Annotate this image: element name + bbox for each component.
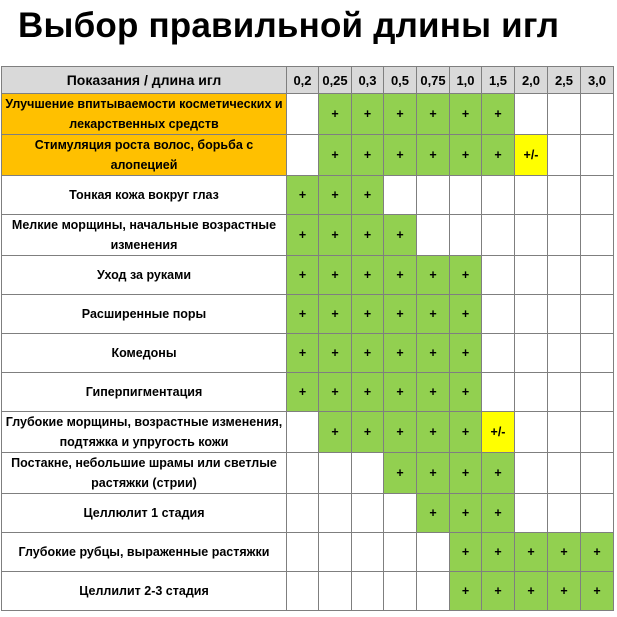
recommended-cell: + xyxy=(319,373,352,412)
recommended-cell: + xyxy=(450,334,482,373)
column-header: 0,5 xyxy=(384,67,417,94)
recommended-cell: + xyxy=(384,453,417,494)
empty-cell xyxy=(417,176,450,215)
empty-cell xyxy=(482,256,515,295)
recommended-cell: + xyxy=(450,135,482,176)
empty-cell xyxy=(548,94,581,135)
table-row xyxy=(2,215,614,256)
empty-cell xyxy=(417,533,450,572)
recommended-cell: + xyxy=(450,373,482,412)
empty-cell xyxy=(450,215,482,256)
recommended-cell: + xyxy=(450,94,482,135)
recommended-cell: + xyxy=(287,295,319,334)
empty-cell xyxy=(515,373,548,412)
recommended-cell: + xyxy=(482,135,515,176)
recommended-cell: + xyxy=(417,494,450,533)
empty-cell xyxy=(581,295,614,334)
table-row xyxy=(2,373,614,412)
empty-cell xyxy=(319,533,352,572)
column-header: 3,0 xyxy=(581,67,614,94)
recommended-cell: + xyxy=(384,135,417,176)
recommended-cell: + xyxy=(352,256,384,295)
indication-label: Постакне, небольшие шрамы или светлые растяжки (стрии) xyxy=(2,453,287,494)
table-row xyxy=(2,176,614,215)
recommended-cell: + xyxy=(417,295,450,334)
empty-cell xyxy=(417,572,450,611)
empty-cell xyxy=(548,453,581,494)
empty-cell xyxy=(581,176,614,215)
empty-cell xyxy=(287,453,319,494)
recommended-cell: + xyxy=(287,215,319,256)
empty-cell xyxy=(287,412,319,453)
recommended-cell: + xyxy=(319,295,352,334)
recommended-cell: + xyxy=(450,453,482,494)
empty-cell xyxy=(352,533,384,572)
recommended-cell: + xyxy=(384,94,417,135)
recommended-cell: + xyxy=(319,412,352,453)
recommended-cell: + xyxy=(417,453,450,494)
recommended-cell: + xyxy=(287,256,319,295)
empty-cell xyxy=(319,572,352,611)
header-row xyxy=(2,67,614,94)
recommended-cell: + xyxy=(482,94,515,135)
recommended-cell: + xyxy=(319,215,352,256)
recommended-cell: + xyxy=(384,295,417,334)
indication-label: Расширенные поры xyxy=(2,295,287,334)
empty-cell xyxy=(482,295,515,334)
empty-cell xyxy=(581,453,614,494)
table-row xyxy=(2,135,614,176)
empty-cell xyxy=(287,572,319,611)
recommended-cell: + xyxy=(450,494,482,533)
recommended-cell: + xyxy=(515,533,548,572)
empty-cell xyxy=(581,135,614,176)
needle-length-table xyxy=(1,66,614,611)
table-row xyxy=(2,295,614,334)
empty-cell xyxy=(384,533,417,572)
recommended-cell: + xyxy=(482,533,515,572)
empty-cell xyxy=(287,135,319,176)
empty-cell xyxy=(482,334,515,373)
recommended-cell: + xyxy=(352,94,384,135)
empty-cell xyxy=(515,295,548,334)
column-header: 1,5 xyxy=(482,67,515,94)
recommended-cell: + xyxy=(287,334,319,373)
recommended-cell: + xyxy=(417,135,450,176)
recommended-cell: + xyxy=(482,572,515,611)
recommended-cell: + xyxy=(384,412,417,453)
indication-label: Уход за руками xyxy=(2,256,287,295)
corner-header: Показания / длина игл xyxy=(2,67,287,94)
recommended-cell: + xyxy=(319,176,352,215)
table-row xyxy=(2,412,614,453)
empty-cell xyxy=(581,373,614,412)
empty-cell xyxy=(548,295,581,334)
empty-cell xyxy=(548,176,581,215)
indication-label: Мелкие морщины, начальные возрастные изменения xyxy=(2,215,287,256)
recommended-cell: + xyxy=(287,373,319,412)
recommended-cell: + xyxy=(450,572,482,611)
column-header: 0,25 xyxy=(319,67,352,94)
recommended-cell: + xyxy=(548,533,581,572)
empty-cell xyxy=(581,215,614,256)
column-header: 2,0 xyxy=(515,67,548,94)
recommended-cell: + xyxy=(319,135,352,176)
recommended-cell: + xyxy=(417,256,450,295)
recommended-cell: + xyxy=(287,176,319,215)
empty-cell xyxy=(581,412,614,453)
indication-label: Целлюлит 1 стадия xyxy=(2,494,287,533)
empty-cell xyxy=(548,334,581,373)
recommended-cell: + xyxy=(417,412,450,453)
empty-cell xyxy=(515,494,548,533)
empty-cell xyxy=(287,533,319,572)
empty-cell xyxy=(515,176,548,215)
indication-label: Глубокие рубцы, выраженные растяжки xyxy=(2,533,287,572)
column-header: 2,5 xyxy=(548,67,581,94)
recommended-cell: + xyxy=(319,94,352,135)
indication-label: Комедоны xyxy=(2,334,287,373)
empty-cell xyxy=(352,572,384,611)
empty-cell xyxy=(319,494,352,533)
recommended-cell: + xyxy=(352,373,384,412)
recommended-cell: + xyxy=(352,295,384,334)
recommended-cell: + xyxy=(352,412,384,453)
empty-cell xyxy=(352,494,384,533)
recommended-cell: + xyxy=(450,256,482,295)
recommended-cell: + xyxy=(450,412,482,453)
empty-cell xyxy=(417,215,450,256)
recommended-cell: + xyxy=(417,334,450,373)
empty-cell xyxy=(319,453,352,494)
recommended-cell: + xyxy=(384,256,417,295)
empty-cell xyxy=(548,373,581,412)
table-body xyxy=(2,94,614,611)
empty-cell xyxy=(384,176,417,215)
empty-cell xyxy=(515,334,548,373)
empty-cell xyxy=(515,412,548,453)
recommended-cell: + xyxy=(384,373,417,412)
empty-cell xyxy=(581,494,614,533)
recommended-cell: + xyxy=(548,572,581,611)
empty-cell xyxy=(515,215,548,256)
recommended-cell: + xyxy=(352,135,384,176)
empty-cell xyxy=(581,334,614,373)
table-row xyxy=(2,533,614,572)
recommended-cell: + xyxy=(352,176,384,215)
empty-cell xyxy=(384,572,417,611)
column-header: 0,3 xyxy=(352,67,384,94)
indication-label: Стимуляция роста волос, борьба с алопецией xyxy=(2,135,287,176)
recommended-cell: + xyxy=(450,295,482,334)
empty-cell xyxy=(482,373,515,412)
recommended-cell: + xyxy=(352,334,384,373)
empty-cell xyxy=(548,135,581,176)
empty-cell xyxy=(515,256,548,295)
empty-cell xyxy=(384,494,417,533)
empty-cell xyxy=(482,176,515,215)
indication-label: Тонкая кожа вокруг глаз xyxy=(2,176,287,215)
empty-cell xyxy=(548,215,581,256)
empty-cell xyxy=(548,256,581,295)
page-title: Выбор правильной длины игл xyxy=(18,6,560,45)
table-row xyxy=(2,256,614,295)
conditional-cell: +/- xyxy=(515,135,548,176)
empty-cell xyxy=(548,412,581,453)
empty-cell xyxy=(450,176,482,215)
recommended-cell: + xyxy=(515,572,548,611)
recommended-cell: + xyxy=(581,572,614,611)
empty-cell xyxy=(515,94,548,135)
indication-label: Гиперпигментация xyxy=(2,373,287,412)
column-header: 1,0 xyxy=(450,67,482,94)
empty-cell xyxy=(581,94,614,135)
table-row xyxy=(2,572,614,611)
empty-cell xyxy=(287,494,319,533)
recommended-cell: + xyxy=(581,533,614,572)
column-header: 0,75 xyxy=(417,67,450,94)
recommended-cell: + xyxy=(417,94,450,135)
recommended-cell: + xyxy=(384,215,417,256)
empty-cell xyxy=(581,256,614,295)
table-row xyxy=(2,94,614,135)
column-header: 0,2 xyxy=(287,67,319,94)
empty-cell xyxy=(515,453,548,494)
empty-cell xyxy=(548,494,581,533)
indication-label: Целлилит 2-3 стадия xyxy=(2,572,287,611)
recommended-cell: + xyxy=(417,373,450,412)
indication-label: Улучшение впитываемости косметических и лекарственных средств xyxy=(2,94,287,135)
table-row xyxy=(2,334,614,373)
table-row xyxy=(2,453,614,494)
indication-label: Глубокие морщины, возрастные изменения, подтяжка и упругость кожи xyxy=(2,412,287,453)
recommended-cell: + xyxy=(450,533,482,572)
empty-cell xyxy=(287,94,319,135)
recommended-cell: + xyxy=(384,334,417,373)
conditional-cell: +/- xyxy=(482,412,515,453)
recommended-cell: + xyxy=(352,215,384,256)
recommended-cell: + xyxy=(319,256,352,295)
empty-cell xyxy=(352,453,384,494)
recommended-cell: + xyxy=(482,453,515,494)
recommended-cell: + xyxy=(482,494,515,533)
recommended-cell: + xyxy=(319,334,352,373)
empty-cell xyxy=(482,215,515,256)
table-row xyxy=(2,494,614,533)
